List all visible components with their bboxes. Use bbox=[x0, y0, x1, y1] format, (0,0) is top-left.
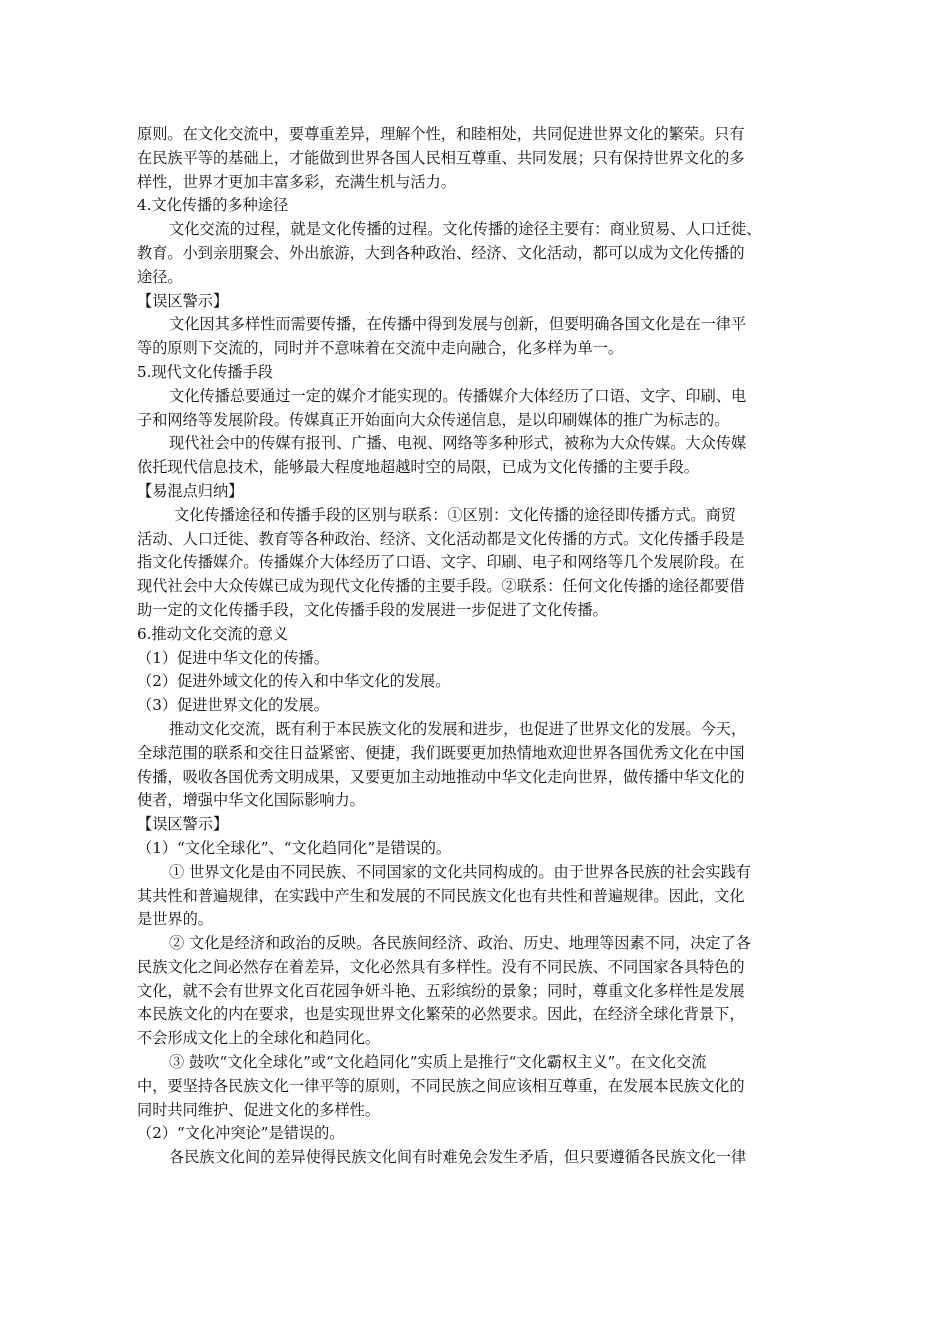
text-line: 传播，吸收各国优秀文明成果，又要更加主动地推动中华文化走向世界，做传播中华文化的 bbox=[137, 767, 745, 786]
text-line: 其共性和普遍规律，在实践中产生和发展的不同民族文化也有共性和普遍规律。因此，文化 bbox=[137, 886, 745, 905]
text-line: 文化传播总要通过一定的媒介才能实现的。传播媒介大体经历了口语、文字、印刷、电 bbox=[169, 386, 747, 405]
text-line: 原则。在文化交流中，要尊重差异，理解个性，和睦相处，共同促进世界文化的繁荣。只有 bbox=[137, 125, 745, 143]
text-line: 在民族平等的基础上，才能做到世界各国人民相互尊重、共同发展；只有保持世界文化的多 bbox=[137, 148, 745, 167]
text-line: 助一定的文化传播手段，文化传播手段的发展进一步促进了文化传播。 bbox=[137, 600, 608, 619]
text-line: 子和网络等发展阶段。传媒真正开始面向大众传递信息，是以印刷媒体的推广为标志的。 bbox=[137, 410, 730, 429]
text-line: ③ 鼓吹“文化全球化”或“文化趋同化”实质上是推行“文化霸权主义”。在文化交流 bbox=[169, 1053, 707, 1072]
text-line: 【误区警示】 bbox=[137, 291, 229, 310]
text-line: 6.推动文化交流的意义 bbox=[137, 624, 289, 643]
text-line: 民族文化之间必然存在着差异，文化必然具有多样性。没有不同民族、不同国家各具特色的 bbox=[137, 957, 745, 976]
text-line: （3）促进世界文化的发展。 bbox=[137, 696, 329, 715]
text-line: 文化，就不会有世界文化百花园争妍斗艳、五彩缤纷的景象；同时，尊重文化多样性是发展 bbox=[137, 981, 745, 1000]
text-line: 同时共同维护、促进文化的多样性。 bbox=[137, 1100, 380, 1119]
text-line: （2）“文化冲突论”是错误的。 bbox=[137, 1124, 345, 1143]
text-line: 等的原则下交流的，同时并不意味着在交流中走向融合，化多样为单一。 bbox=[137, 339, 623, 358]
text-line: 样性，世界才更加丰富多彩，充满生机与活力。 bbox=[137, 172, 456, 191]
text-line: （2）促进外域文化的传入和中华文化的发展。 bbox=[137, 672, 451, 691]
text-line: 使者，增强中华文化国际影响力。 bbox=[137, 791, 365, 810]
text-line: 活动、人口迁徙、教育等各种政治、经济、文化活动都是文化传播的方式。文化传播手段是 bbox=[137, 529, 745, 548]
text-line: 途径。 bbox=[137, 267, 183, 286]
text-line: 依托现代信息技术，能够最大程度地超越时空的局限，已成为文化传播的主要手段。 bbox=[137, 458, 699, 477]
text-line: 【误区警示】 bbox=[137, 815, 229, 834]
text-line: 是世界的。 bbox=[137, 910, 213, 929]
text-line: 文化交流的过程，就是文化传播的过程。文化传播的途径主要有：商业贸易、人口迁徙、 bbox=[169, 220, 762, 239]
text-line: 本民族文化的内在要求，也是实现世界文化繁荣的必然要求。因此，在经济全球化背景下， bbox=[137, 1005, 745, 1024]
text-line: 全球范围的联系和交往日益紧密、便捷，我们既要更加热情地欢迎世界各国优秀文化在中国 bbox=[137, 743, 745, 762]
text-line: 中，要坚持各民族文化一律平等的原则，不同民族之间应该相互尊重，在发展本民族文化的 bbox=[137, 1076, 745, 1095]
text-line: 文化传播途径和传播手段的区别与联系：①区别：文化传播的途径即传播方式。商贸 bbox=[174, 505, 736, 524]
document-page bbox=[137, 123, 817, 1170]
text-line: 各民族文化间的差异使得民族文化间有时难免会发生矛盾，但只要遵循各民族文化一律 bbox=[169, 1148, 747, 1167]
text-line: （1）促进中华文化的传播。 bbox=[137, 648, 329, 667]
text-line: 不会形成文化上的全球化和趋同化。 bbox=[137, 1029, 380, 1048]
text-line: 现代社会中的传媒有报刊、广播、电视、网络等多种形式，被称为大众传媒。大众传媒 bbox=[169, 434, 747, 453]
text-line: 4.文化传播的多种途径 bbox=[137, 196, 289, 215]
text-line: ① 世界文化是由不同民族、不同国家的文化共同构成的。由于世界各民族的社会实践有 bbox=[169, 862, 751, 881]
text-line: 推动文化交流，既有利于本民族文化的发展和进步，也促进了世界文化的发展。今天， bbox=[169, 719, 747, 738]
text-line: 【易混点归纳】 bbox=[137, 481, 244, 500]
text-line: （1）“文化全球化”、“文化趋同化”是错误的。 bbox=[137, 838, 452, 857]
text-line: 现代社会中大众传媒已成为现代文化传播的主要手段。②联系：任何文化传播的途径都要借 bbox=[137, 577, 745, 596]
text-line: 教育。小到亲朋聚会、外出旅游，大到各种政治、经济、文化活动，都可以成为文化传播的 bbox=[137, 243, 745, 262]
text-line: 文化因其多样性而需要传播，在传播中得到发展与创新，但要明确各国文化是在一律平 bbox=[169, 315, 747, 334]
text-line: 指文化传播媒介。传播媒介大体经历了口语、文字、印刷、电子和网络等几个发展阶段。在 bbox=[137, 553, 745, 572]
text-line: ② 文化是经济和政治的反映。各民族间经济、政治、历史、地理等因素不同，决定了各 bbox=[169, 934, 751, 953]
text-line: 5.现代文化传播手段 bbox=[137, 362, 273, 381]
